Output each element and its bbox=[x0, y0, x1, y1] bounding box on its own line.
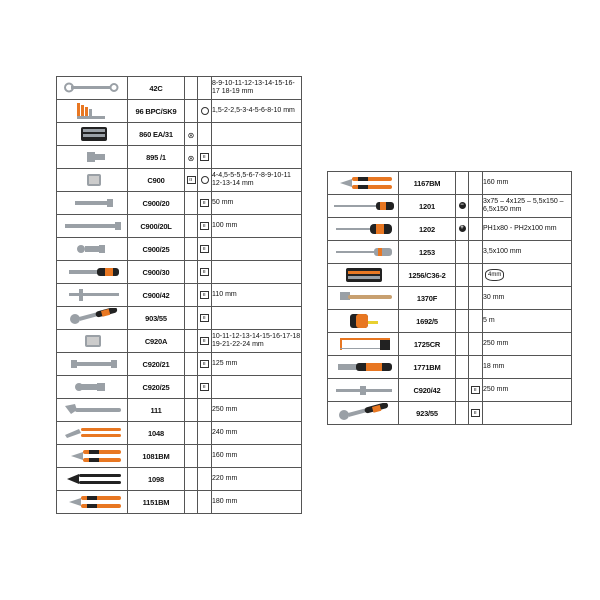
spec-text: 100 mm bbox=[212, 222, 238, 229]
tool-symbol-icon bbox=[185, 445, 198, 468]
tool-symbol-icon bbox=[185, 77, 198, 100]
tool-spec bbox=[212, 353, 302, 376]
tool-image-cell bbox=[57, 146, 128, 169]
left-table-row bbox=[57, 468, 302, 491]
tool-image-cell bbox=[57, 100, 128, 123]
drive-symbol-icon bbox=[198, 399, 212, 422]
tool-symbol-icon bbox=[185, 376, 198, 399]
tool-spec bbox=[212, 100, 302, 123]
tool-icon bbox=[330, 357, 396, 377]
left-table-row bbox=[57, 399, 302, 422]
left-table-row bbox=[57, 353, 302, 376]
tool-icon bbox=[59, 423, 125, 443]
tool-spec bbox=[212, 284, 302, 307]
part-code: 111 bbox=[128, 399, 185, 422]
tool-symbol-icon bbox=[185, 192, 198, 215]
spec-text: 160 mm bbox=[483, 179, 509, 186]
left-tool-table bbox=[56, 76, 302, 514]
part-code: 1167BM bbox=[399, 172, 456, 195]
tool-icon bbox=[330, 334, 396, 354]
tool-spec bbox=[212, 491, 302, 514]
tool-spec bbox=[212, 238, 302, 261]
tool-spec bbox=[212, 445, 302, 468]
drive-symbol-icon bbox=[198, 468, 212, 491]
part-code: 1256/C36-2 bbox=[399, 264, 456, 287]
tool-icon bbox=[59, 377, 125, 397]
right-table-row bbox=[328, 264, 572, 287]
spec-text: 250 mm bbox=[483, 386, 509, 393]
tool-image-cell bbox=[328, 333, 399, 356]
part-code: C920/25 bbox=[128, 376, 185, 399]
drive-symbol-icon bbox=[469, 264, 483, 287]
drive-symbol-icon bbox=[198, 100, 212, 123]
tool-symbol-icon: − bbox=[456, 195, 469, 218]
left-table-row bbox=[57, 77, 302, 100]
spec-text: 3,5x100 mm bbox=[483, 248, 522, 255]
drive-symbol-icon: ⌷ bbox=[198, 238, 212, 261]
tool-spec bbox=[212, 422, 302, 445]
drive-symbol-icon bbox=[469, 195, 483, 218]
spec-text: 1,5-2-2,5-3-4-5-6-8-10 mm bbox=[212, 107, 295, 114]
part-code: C920/21 bbox=[128, 353, 185, 376]
left-table-row bbox=[57, 123, 302, 146]
tool-symbol-icon: + bbox=[456, 218, 469, 241]
part-code: C920A bbox=[128, 330, 185, 353]
part-code: 96 BPC/SK9 bbox=[128, 100, 185, 123]
tool-spec bbox=[212, 468, 302, 491]
tool-spec bbox=[483, 218, 572, 241]
tool-image-cell bbox=[57, 284, 128, 307]
drive-symbol-icon bbox=[198, 491, 212, 514]
tool-image-cell bbox=[57, 422, 128, 445]
spec-text: 4mm bbox=[485, 269, 504, 281]
spec-text: 10-11-12-13-14-15-16-17-18 19-21-22-24 mm bbox=[212, 333, 301, 348]
left-table-row bbox=[57, 376, 302, 399]
right-table-row bbox=[328, 241, 572, 264]
part-code: C900/20L bbox=[128, 215, 185, 238]
tool-icon bbox=[330, 173, 396, 193]
drive-symbol-icon bbox=[198, 422, 212, 445]
left-table-row bbox=[57, 491, 302, 514]
tool-image-cell bbox=[57, 307, 128, 330]
tool-spec bbox=[212, 146, 302, 169]
right-table-row bbox=[328, 218, 572, 241]
tool-symbol-icon bbox=[456, 241, 469, 264]
tool-icon bbox=[59, 492, 125, 512]
tool-symbol-icon bbox=[185, 468, 198, 491]
tool-icon bbox=[59, 216, 125, 236]
tool-symbol-icon: ⊛ bbox=[185, 146, 198, 169]
tool-image-cell bbox=[328, 264, 399, 287]
part-code: 923/55 bbox=[399, 402, 456, 425]
tool-icon bbox=[59, 262, 125, 282]
spec-text: PH1x80 - PH2x100 mm bbox=[483, 225, 557, 232]
tool-image-cell bbox=[57, 491, 128, 514]
tool-symbol-icon bbox=[185, 330, 198, 353]
drive-symbol-icon bbox=[469, 287, 483, 310]
part-code: 903/55 bbox=[128, 307, 185, 330]
drive-symbol-icon bbox=[198, 169, 212, 192]
right-table-row bbox=[328, 402, 572, 425]
drive-symbol-icon: ⌷ bbox=[198, 376, 212, 399]
tool-icon bbox=[59, 124, 125, 144]
tool-image-cell bbox=[328, 195, 399, 218]
tool-spec bbox=[212, 77, 302, 100]
spec-text: 4-4,5-5-5,5-6-7-8-9-10-11 12-13-14 mm bbox=[212, 172, 291, 187]
drive-symbol-icon bbox=[198, 123, 212, 146]
tool-icon bbox=[59, 239, 125, 259]
tool-symbol-icon bbox=[456, 287, 469, 310]
tool-symbol-icon bbox=[185, 100, 198, 123]
left-table-row bbox=[57, 192, 302, 215]
tool-spec bbox=[483, 241, 572, 264]
tool-image-cell bbox=[57, 353, 128, 376]
right-tool-table bbox=[327, 171, 572, 425]
drive-symbol-icon: ⌷ bbox=[198, 215, 212, 238]
tool-icon bbox=[330, 380, 396, 400]
tool-symbol-icon bbox=[456, 333, 469, 356]
tool-icon bbox=[59, 308, 125, 328]
tool-symbol-icon: ⊛ bbox=[185, 123, 198, 146]
spec-text: 125 mm bbox=[212, 360, 238, 367]
right-table-row bbox=[328, 356, 572, 379]
spec-text: 250 mm bbox=[212, 406, 238, 413]
tool-spec bbox=[212, 215, 302, 238]
spec-text: 50 mm bbox=[212, 199, 234, 206]
spec-text: 160 mm bbox=[212, 452, 238, 459]
left-table-row bbox=[57, 215, 302, 238]
right-table-row bbox=[328, 287, 572, 310]
spec-text: 30 mm bbox=[483, 294, 505, 301]
tool-image-cell bbox=[328, 241, 399, 264]
tool-icon bbox=[330, 311, 396, 331]
tool-image-cell bbox=[57, 376, 128, 399]
tool-spec bbox=[483, 379, 572, 402]
part-code: 1048 bbox=[128, 422, 185, 445]
part-code: 1098 bbox=[128, 468, 185, 491]
part-code: C900/25 bbox=[128, 238, 185, 261]
drive-symbol-icon: ⌷ bbox=[198, 353, 212, 376]
left-table-row bbox=[57, 261, 302, 284]
tool-symbol-icon bbox=[456, 402, 469, 425]
spec-text: 240 mm bbox=[212, 429, 238, 436]
tool-icon bbox=[330, 219, 396, 239]
part-code: 1201 bbox=[399, 195, 456, 218]
tool-icon bbox=[59, 170, 125, 190]
tool-symbol-icon bbox=[185, 284, 198, 307]
spec-text: 8-9-10-11-12-13-14-15-16-17 18-19 mm bbox=[212, 80, 295, 95]
tool-image-cell bbox=[328, 402, 399, 425]
tool-image-cell bbox=[57, 445, 128, 468]
tool-spec bbox=[212, 169, 302, 192]
tool-symbol-icon: ⌷ bbox=[185, 169, 198, 192]
spec-text: 5 m bbox=[483, 317, 495, 324]
tool-icon bbox=[59, 285, 125, 305]
part-code: 895 /1 bbox=[128, 146, 185, 169]
spec-text: 110 mm bbox=[212, 291, 237, 298]
drive-symbol-icon: ⌷ bbox=[198, 261, 212, 284]
tool-symbol-icon bbox=[185, 261, 198, 284]
right-table-row bbox=[328, 379, 572, 402]
drive-symbol-icon: ⌷ bbox=[198, 146, 212, 169]
left-table-row bbox=[57, 146, 302, 169]
tool-symbol-icon bbox=[456, 379, 469, 402]
tool-image-cell bbox=[57, 399, 128, 422]
drive-symbol-icon bbox=[469, 356, 483, 379]
part-code: 1151BM bbox=[128, 491, 185, 514]
drive-symbol-icon: ⌷ bbox=[469, 402, 483, 425]
part-code: 1202 bbox=[399, 218, 456, 241]
tool-image-cell bbox=[328, 356, 399, 379]
drive-symbol-icon bbox=[469, 172, 483, 195]
part-code: C900/30 bbox=[128, 261, 185, 284]
drive-symbol-icon: ⌷ bbox=[198, 284, 212, 307]
tool-symbol-icon bbox=[185, 353, 198, 376]
part-code: 1081BM bbox=[128, 445, 185, 468]
tool-icon bbox=[330, 265, 396, 285]
spec-text: 220 mm bbox=[212, 475, 238, 482]
tool-icon bbox=[330, 196, 396, 216]
tool-image-cell bbox=[328, 218, 399, 241]
right-table-row bbox=[328, 172, 572, 195]
left-table-row bbox=[57, 100, 302, 123]
tool-image-cell bbox=[57, 468, 128, 491]
tool-spec bbox=[483, 310, 572, 333]
left-table-row bbox=[57, 169, 302, 192]
tool-image-cell bbox=[57, 169, 128, 192]
tool-icon bbox=[59, 469, 125, 489]
tool-image-cell bbox=[328, 172, 399, 195]
tool-symbol-icon bbox=[456, 310, 469, 333]
tool-icon bbox=[59, 331, 125, 351]
tool-spec bbox=[212, 330, 302, 353]
drive-symbol-icon bbox=[469, 310, 483, 333]
part-code: 1370F bbox=[399, 287, 456, 310]
spec-text: 3x75 – 4x125 – 5,5x150 – 6,5x150 mm bbox=[483, 198, 564, 213]
tool-symbol-icon bbox=[456, 356, 469, 379]
tool-image-cell bbox=[57, 215, 128, 238]
tool-image-cell bbox=[57, 123, 128, 146]
tool-icon bbox=[59, 354, 125, 374]
left-table-row bbox=[57, 284, 302, 307]
tool-image-cell bbox=[328, 379, 399, 402]
tool-image-cell bbox=[57, 330, 128, 353]
tool-symbol-icon bbox=[456, 172, 469, 195]
tool-symbol-icon bbox=[185, 422, 198, 445]
tool-spec bbox=[212, 307, 302, 330]
right-table-row bbox=[328, 310, 572, 333]
left-table-row bbox=[57, 445, 302, 468]
drive-symbol-icon bbox=[198, 77, 212, 100]
tool-icon bbox=[59, 147, 125, 167]
part-code: C920/42 bbox=[399, 379, 456, 402]
tool-symbol-icon bbox=[185, 399, 198, 422]
part-code: C900/42 bbox=[128, 284, 185, 307]
part-code: C900 bbox=[128, 169, 185, 192]
tool-symbol-icon bbox=[185, 238, 198, 261]
tool-spec bbox=[212, 399, 302, 422]
tool-icon bbox=[330, 242, 396, 262]
tool-icon bbox=[330, 403, 396, 423]
tool-image-cell bbox=[57, 77, 128, 100]
left-table-row bbox=[57, 422, 302, 445]
spec-text: 180 mm bbox=[212, 498, 238, 505]
tool-image-cell bbox=[57, 238, 128, 261]
tool-image-cell bbox=[57, 192, 128, 215]
tool-icon bbox=[59, 193, 125, 213]
tool-icon bbox=[59, 400, 125, 420]
drive-symbol-icon bbox=[469, 241, 483, 264]
tool-symbol-icon bbox=[185, 215, 198, 238]
drive-symbol-icon bbox=[469, 333, 483, 356]
right-table-row bbox=[328, 333, 572, 356]
left-table-row bbox=[57, 330, 302, 353]
drive-symbol-icon: ⌷ bbox=[469, 379, 483, 402]
drive-symbol-icon bbox=[198, 445, 212, 468]
part-code: 42C bbox=[128, 77, 185, 100]
tool-spec bbox=[483, 333, 572, 356]
left-table-row bbox=[57, 238, 302, 261]
tool-image-cell bbox=[328, 287, 399, 310]
tool-spec bbox=[483, 195, 572, 218]
tool-icon bbox=[59, 101, 125, 121]
spec-text: 250 mm bbox=[483, 340, 509, 347]
tool-symbol-icon bbox=[456, 264, 469, 287]
tool-image-cell bbox=[328, 310, 399, 333]
part-code: 1692/5 bbox=[399, 310, 456, 333]
right-table-row bbox=[328, 195, 572, 218]
part-code: 1253 bbox=[399, 241, 456, 264]
tool-icon bbox=[59, 78, 125, 98]
tool-spec bbox=[483, 356, 572, 379]
drive-symbol-icon: ⌷ bbox=[198, 192, 212, 215]
tool-symbol-icon bbox=[185, 307, 198, 330]
tool-spec bbox=[483, 287, 572, 310]
tool-icon bbox=[330, 288, 396, 308]
tool-symbol-icon bbox=[185, 491, 198, 514]
part-code: 1725CR bbox=[399, 333, 456, 356]
tool-spec bbox=[212, 376, 302, 399]
tool-image-cell bbox=[57, 261, 128, 284]
part-code: C900/20 bbox=[128, 192, 185, 215]
part-code: 1771BM bbox=[399, 356, 456, 379]
tool-spec bbox=[483, 172, 572, 195]
tool-spec bbox=[212, 261, 302, 284]
part-code: 860 EA/31 bbox=[128, 123, 185, 146]
tool-icon bbox=[59, 446, 125, 466]
tool-spec bbox=[212, 123, 302, 146]
drive-symbol-icon: ⌷ bbox=[198, 330, 212, 353]
tool-spec bbox=[483, 402, 572, 425]
drive-symbol-icon: ⌷ bbox=[198, 307, 212, 330]
tool-spec bbox=[483, 264, 572, 287]
tool-spec bbox=[212, 192, 302, 215]
left-table-row bbox=[57, 307, 302, 330]
spec-text: 18 mm bbox=[483, 363, 505, 370]
drive-symbol-icon bbox=[469, 218, 483, 241]
